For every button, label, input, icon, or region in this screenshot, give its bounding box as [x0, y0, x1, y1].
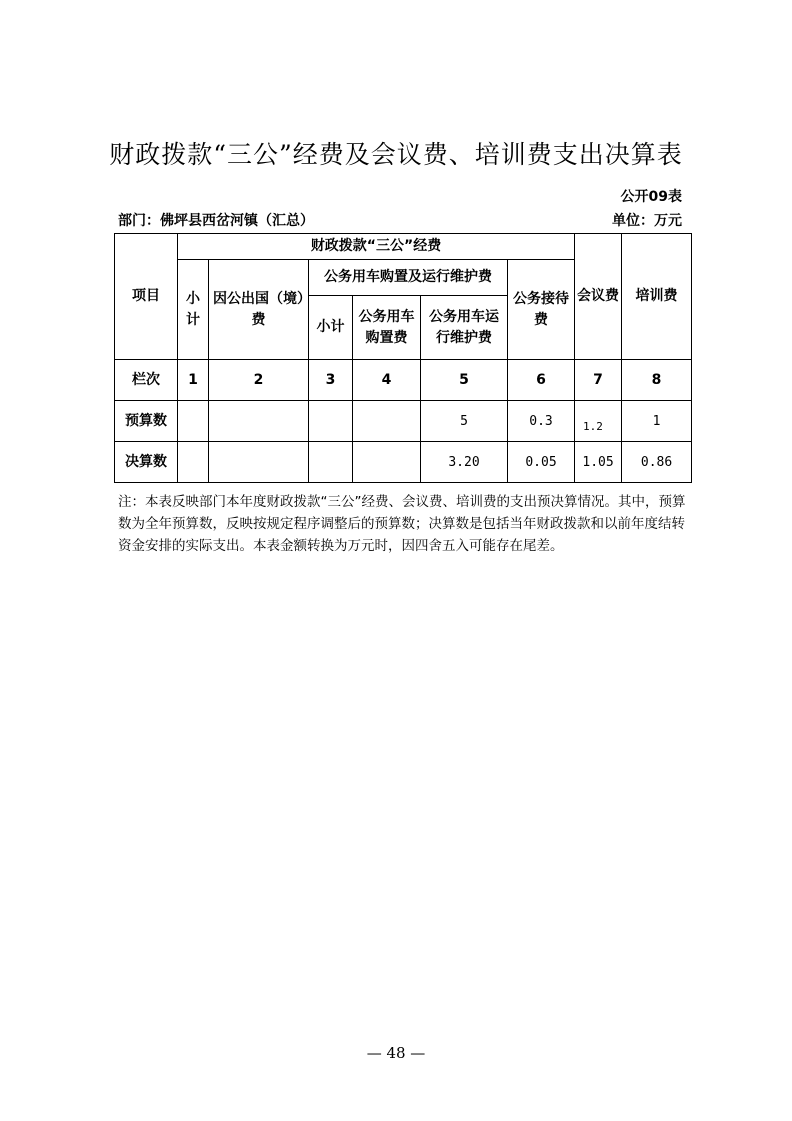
table-cell: 6 [508, 360, 575, 401]
header-meeting: 会议费 [575, 234, 622, 360]
header-vehicle-subtotal: 小计 [309, 296, 353, 360]
header-reception: 公务接待费 [508, 260, 575, 360]
table-cell [575, 401, 622, 442]
header-vehicle-group: 公务用车购置及运行维护费 [309, 260, 508, 296]
expenditure-table [114, 233, 692, 483]
table-row [115, 360, 692, 401]
table-cell [353, 442, 421, 483]
unit-label: 单位：万元 [612, 213, 682, 229]
table-cell [309, 442, 353, 483]
table-cell: 7 [575, 360, 622, 401]
row-label: 决算数 [115, 442, 178, 483]
table-cell: 0.86 [622, 442, 692, 483]
department-label: 部门：佛坪县西岔河镇（汇总） [118, 213, 314, 229]
table-cell [209, 442, 309, 483]
table-cell [309, 401, 353, 442]
table-cell: 4 [353, 360, 421, 401]
table-cell [353, 401, 421, 442]
table-cell: 1.05 [575, 442, 622, 483]
table-cell: 3 [309, 360, 353, 401]
header-project: 项目 [115, 234, 178, 360]
page-number: — 48 — [366, 1044, 426, 1062]
table-cell: 1 [622, 401, 692, 442]
row-label: 预算数 [115, 401, 178, 442]
header-vehicle-purchase: 公务用车购置费 [353, 296, 421, 360]
header-fiscal-three: 财政拨款“三公”经费 [178, 234, 575, 260]
table-cell: 1 [178, 360, 209, 401]
header-training: 培训费 [622, 234, 692, 360]
table-cell: 2 [209, 360, 309, 401]
table-cell-value: 1.2 [583, 419, 603, 433]
table-cell [209, 401, 309, 442]
page-title: 财政拨款“三公”经费及会议费、培训费支出决算表 [109, 140, 683, 169]
table-cell: 5 [421, 360, 508, 401]
table-cell [178, 442, 209, 483]
table-row [115, 401, 692, 442]
table-cell: 8 [622, 360, 692, 401]
table-cell [178, 401, 209, 442]
header-subtotal: 小计 [178, 260, 209, 360]
table-cell: 0.05 [508, 442, 575, 483]
table-cell: 5 [421, 401, 508, 442]
table-cell: 0.3 [508, 401, 575, 442]
form-number: 公开09表 [620, 189, 682, 205]
table-cell: 3.20 [421, 442, 508, 483]
row-label: 栏次 [115, 360, 178, 401]
table-row [115, 442, 692, 483]
table-note: 注：本表反映部门本年度财政拨款“三公”经费、会议费、培训费的支出预决算情况。其中，预算数为全年预算数，反映按规定程序调整后的预算数；决算数是包括当年财政拨款和以前年度结转资金安排的实际支出。本表金额转换为万元时，因四舍五入可能存在尾差。 [118, 494, 686, 554]
header-vehicle-operation: 公务用车运行维护费 [421, 296, 508, 360]
header-abroad: 因公出国（境）费 [209, 260, 309, 360]
